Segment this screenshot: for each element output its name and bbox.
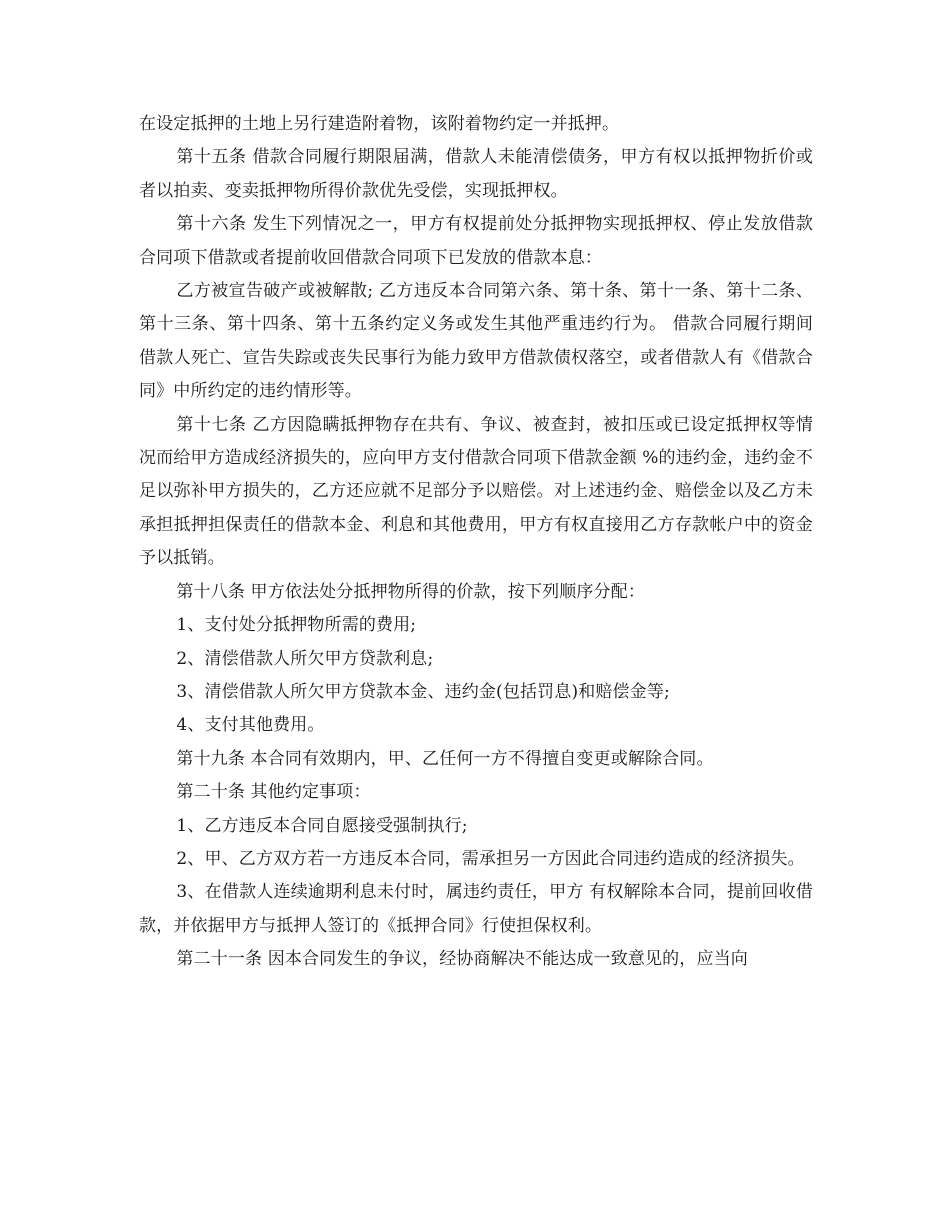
list-item-18-3: 3、清偿借款人所欠甲方贷款本金、违约金(包括罚息)和赔偿金等; bbox=[176, 681, 670, 702]
list-item-20-3: 3、在借款人连续逾期利息未付时，属违约责任，甲方 有权解除本合同，提前回收借款，并依据甲方与抵押人签订的《抵押合同》行使担保权利。 bbox=[139, 882, 813, 936]
paragraph-article-15: 第十五条 借款合同履行期限届满，借款人未能清偿债务，甲方有权以抵押物折价或者以拍卖、变卖抵押物所得价款优先受偿，实现抵押权。 bbox=[139, 147, 813, 201]
list-item-20-2: 2、甲、乙方双方若一方违反本合同，需承担另一方因此合同违约造成的经济损失。 bbox=[176, 848, 805, 869]
paragraph-article-18: 第十八条 甲方依法处分抵押物所得的价款，按下列顺序分配： bbox=[176, 581, 645, 602]
list-item-18-2: 2、清偿借款人所欠甲方贷款利息; bbox=[176, 648, 434, 669]
paragraph-continuation: 在设定抵押的土地上另行建造附着物，该附着物约定一并抵押。 bbox=[139, 114, 620, 134]
paragraph-article-17: 第十七条 乙方因隐瞒抵押物存在共有、争议、被查封，被扣压或已设定抵押权等情况而给甲方造成经济损失的，应向甲方支付借款合同项下借款金额 %的违约金，违约金不足以弥补甲方损失的，乙方还应就不足部分予以赔偿。对上述违约金、赔偿金以及乙方未承担抵押担保责任的借款本金、利息和其他费用，甲方有权直接用乙方存款帐户中的资金予以抵销。 bbox=[139, 414, 813, 569]
list-item-18-4: 4、支付其他费用。 bbox=[176, 715, 325, 736]
document-body bbox=[139, 108, 813, 977]
paragraph-article-20: 第二十条 其他约定事项： bbox=[176, 782, 371, 803]
list-item-20-1: 1、乙方违反本合同自愿接受强制执行; bbox=[176, 815, 468, 836]
paragraph-article-16-cases: 乙方被宣告破产或被解散; 乙方违反本合同第六条、第十条、第十一条、第十二条、第十三条、第十四条、第十五条约定义务或发生其他严重违约行为。 借款合同履行期间借款人死亡、宣告失踪或丧失民事行为能力致甲方借款债权落空，或者借款人有《借款合同》中所约定的违约情形等。 bbox=[139, 281, 813, 402]
paragraph-article-21: 第二十一条 因本合同发生的争议，经协商解决不能达成一致意见的，应当向 bbox=[176, 949, 748, 970]
list-item-18-1: 1、支付处分抵押物所需的费用; bbox=[176, 615, 417, 636]
paragraph-article-19: 第十九条 本合同有效期内，甲、乙任何一方不得擅自变更或解除合同。 bbox=[176, 748, 714, 769]
paragraph-article-16: 第十六条 发生下列情况之一，甲方有权提前处分抵押物实现抵押权、停止发放借款合同项下借款或者提前收回借款合同项下已发放的借款本息： bbox=[139, 214, 813, 268]
